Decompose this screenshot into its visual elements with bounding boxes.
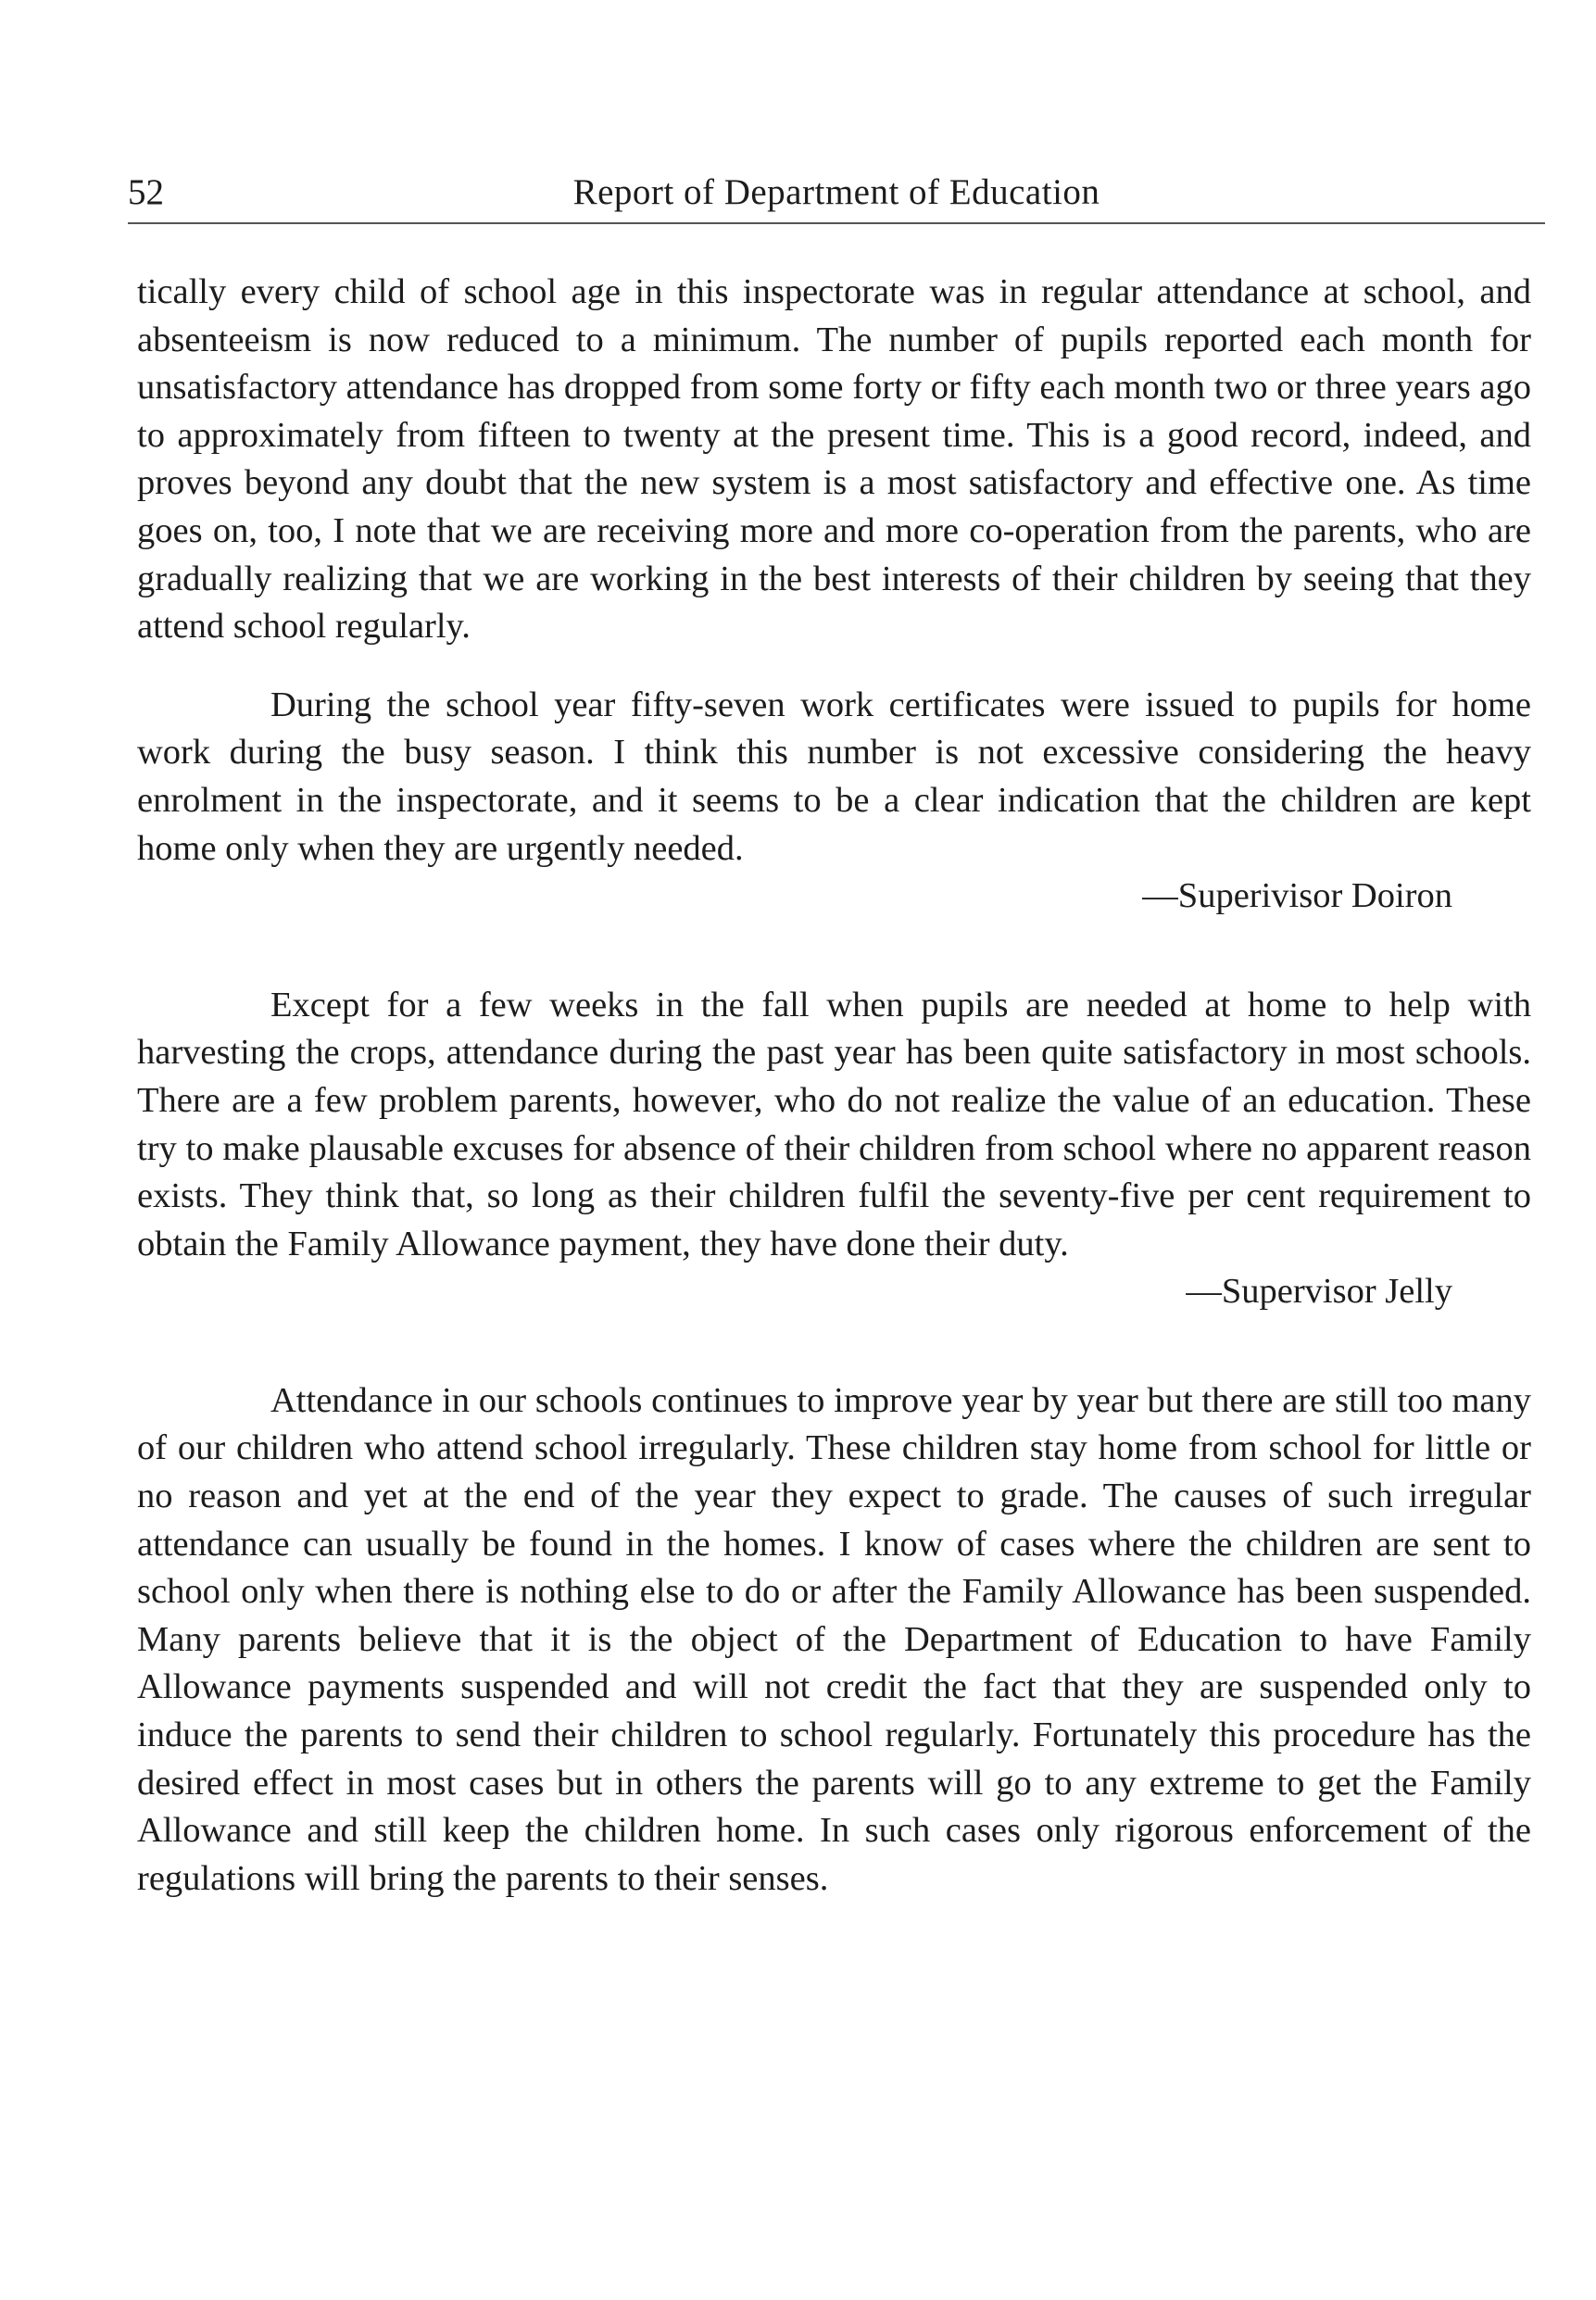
paragraph-irregular-attendance: Attendance in our schools continues to improve year by year but there are still too many of our children who attend school irregularly. These children stay home from school for little or no reason and yet at the end of the year they expect to grade. The causes of such irregular attendance can usually be found in the homes. I know of cases where the children are sent to school only when there is nothing else to do or after the Family Allowance has been suspended. Many parents believe that it is the object of the Department of Education to have Family Allowance payments suspended and will not credit the fact that they are suspended only to induce the parents to send their children to school regularly. Fortunately this procedure has the desired effect in most cases but in others the parents will go to any extreme to get the Family Allowance and still keep the children home. In such cases only rigorous enforcement of the regulations will bring the parents to their senses.	[137, 1380, 1531, 1898]
paragraph-spacer	[137, 651, 1531, 682]
paragraph-continuation: tically every child of school age in this inspectorate was in regular attendance at school, and absenteeism is now reduced to a minimum. The number of pupils reported each month for unsatisfactory attendance has dropped from some forty or fifty each month two or three years ago to approximately from fifteen to twenty at the present time. This is a good record, indeed, and proves beyond any doubt that the new system is a most satisfactory and effective one. As time goes on, too, I note that we are receiving more and more co-operation from the parents, who are gradually realizing that we are working in the best interests of their children by seeing that they attend school regularly.	[137, 272, 1531, 647]
paragraph-spacer	[137, 1316, 1531, 1377]
page-header-title: Report of Department of Education	[572, 172, 1100, 212]
paragraph-work-certificates: During the school year fifty-seven work certificates were issued to pupils for home work during the busy season. I think this number is not excessive considering the heavy enrolment in the inspectorate, and it seems to be a clear indication that the children are kept home only when they are urgently needed.	[137, 685, 1531, 868]
signature-jelly: —Supervisor Jelly	[1186, 1272, 1452, 1312]
page-number: 52	[128, 172, 164, 212]
report-body	[137, 269, 1531, 1903]
running-head	[128, 167, 1545, 224]
signature-doiron: —Superivisor Doiron	[1142, 876, 1452, 916]
paragraph-harvest-attendance: Except for a few weeks in the fall when pupils are needed at home to help with harvesting the crops, attendance during the past year has been quite satisfactory in most schools. There are a few problem parents, however, who do not realize the value of an education. These try to make plausable excuses for absence of their children from school where no apparent reason exists. They think that, so long as their children fulfil the seventy-five per cent requirement to obtain the Family Allowance payment, they have done their duty.	[137, 985, 1531, 1263]
paragraph-spacer	[137, 921, 1531, 982]
